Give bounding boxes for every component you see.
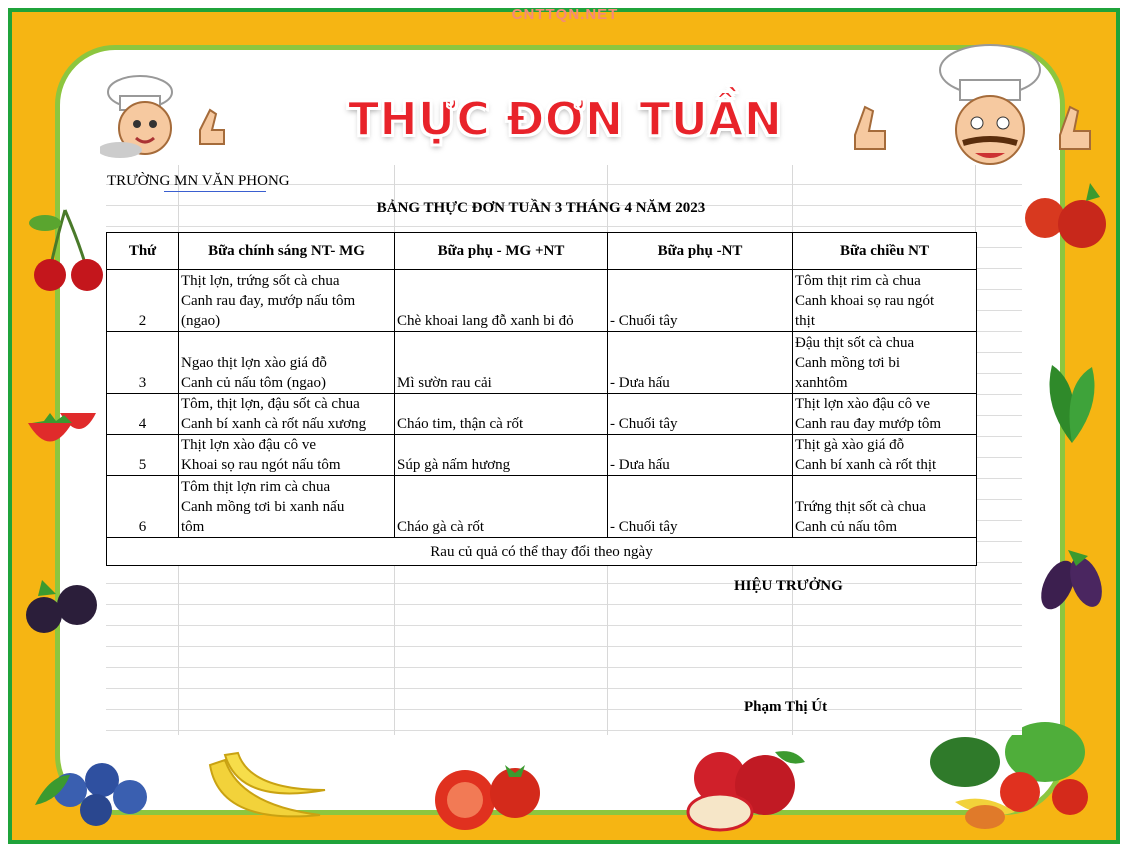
dish-line: Canh rau đay mướp tôm [795, 416, 942, 432]
dish-line: Canh khoai sọ rau ngót [795, 293, 935, 309]
dish-line: Ngao thịt lợn xào giá đỗ [181, 355, 327, 371]
dish-line: Canh củ nấu tôm (ngao) [181, 375, 326, 391]
day-cell: 6 [107, 476, 179, 538]
watermark: CNTTQN.NET [511, 6, 619, 23]
dish-line: Canh mồng tơi bi [795, 355, 901, 371]
apples-illustration [680, 740, 815, 835]
spinach-illustration [1032, 355, 1112, 445]
snack-mg-cell: Cháo gà cà rốt [395, 476, 608, 538]
blackberries-illustration [22, 575, 102, 640]
snack-nt-cell: - Dưa hấu [608, 332, 793, 394]
dish-line: Canh củ nấu tôm [795, 519, 898, 535]
afternoon-cell [793, 476, 977, 538]
bananas-illustration [200, 745, 330, 830]
dish-line: thịt [795, 313, 816, 329]
dish-line: Thịt lợn xào đậu cô ve [181, 437, 316, 453]
snack-nt-cell: - Chuối tây [608, 476, 793, 538]
principal-label: HIỆU TRƯỞNG [734, 578, 843, 594]
dish-line: Canh rau đay, mướp nấu tôm [181, 293, 356, 309]
day-cell: 5 [107, 435, 179, 476]
main-meal-cell [179, 476, 395, 538]
dish-line: Khoai sọ rau ngót nấu tôm [181, 457, 341, 473]
dish-line: Tôm thịt lợn rim cà chua [181, 479, 331, 495]
dish-line: (ngao) [181, 313, 221, 329]
dish-line: Đậu thịt sốt cà chua [795, 335, 915, 351]
afternoon-cell [793, 394, 977, 435]
main-meal-cell [179, 270, 395, 332]
table-row [107, 332, 977, 394]
dish-line: Thịt gà xào giá đỗ [795, 437, 905, 453]
snack-mg-cell: Súp gà nấm hương [395, 435, 608, 476]
tomatoes-bottom-illustration [430, 745, 545, 835]
snack-nt-cell: - Chuối tây [608, 270, 793, 332]
page-title: THỰC ĐƠN TUẦN [347, 92, 783, 146]
dish-line: Canh bí xanh cà rốt nấu xương [181, 416, 367, 432]
snack-nt-cell: - Chuối tây [608, 394, 793, 435]
main-meal-cell [179, 332, 395, 394]
menu-table [106, 232, 977, 566]
menu-heading: BẢNG THỰC ĐƠN TUẦN 3 THÁNG 4 NĂM 2023 [376, 200, 706, 216]
snack-mg-cell: Chè khoai lang đỗ xanh bi đỏ [395, 270, 608, 332]
dish-line: Tôm thịt rim cà chua [795, 273, 921, 289]
dish-line: Thịt lợn xào đậu cô ve [795, 396, 930, 412]
dish-line: tôm [181, 519, 205, 535]
signer-name: Phạm Thị Út [744, 699, 828, 715]
menu-note: Rau củ quả có thể thay đổi theo ngày [107, 538, 977, 566]
header-afternoon: Bữa chiều NT [793, 233, 977, 270]
day-cell: 3 [107, 332, 179, 394]
day-cell: 2 [107, 270, 179, 332]
dish-line: Canh mồng tơi bi xanh nấu [181, 499, 345, 515]
school-name-underline [164, 191, 266, 192]
snack-mg-cell: Cháo tim, thận cà rốt [395, 394, 608, 435]
main-meal-cell [179, 394, 395, 435]
table-row [107, 476, 977, 538]
afternoon-cell [793, 270, 977, 332]
main-meal-cell [179, 435, 395, 476]
dish-line: Thịt lợn, trứng sốt cà chua [181, 273, 340, 289]
table-header-row [107, 233, 977, 270]
strawberry-illustration [20, 395, 100, 460]
header-snack-nt: Bữa phụ -NT [608, 233, 793, 270]
header-main-meal: Bữa chính sáng NT- MG [179, 233, 395, 270]
school-name: TRƯỜNG MN VĂN PHONG [107, 173, 290, 189]
tomatoes-right-illustration [1020, 178, 1115, 258]
snack-mg-cell: Mì sườn rau cải [395, 332, 608, 394]
header-day: Thứ [107, 233, 179, 270]
dish-line: Trứng thịt sốt cà chua [795, 499, 926, 515]
table-row [107, 435, 977, 476]
dish-line: xanhtôm [795, 375, 848, 391]
afternoon-cell [793, 332, 977, 394]
snack-nt-cell: - Dưa hấu [608, 435, 793, 476]
table-row [107, 270, 977, 332]
table-note-row [107, 538, 977, 566]
day-cell: 4 [107, 394, 179, 435]
dish-line: Tôm, thịt lợn, đậu sốt cà chua [181, 396, 360, 412]
cherries-illustration [25, 205, 110, 295]
table-row [107, 394, 977, 435]
header-snack-mg: Bữa phụ - MG +NT [395, 233, 608, 270]
blueberries-illustration [30, 745, 170, 830]
eggplant-illustration [1028, 540, 1113, 615]
afternoon-cell [793, 435, 977, 476]
dish-line: Canh bí xanh cà rốt thịt [795, 457, 937, 473]
